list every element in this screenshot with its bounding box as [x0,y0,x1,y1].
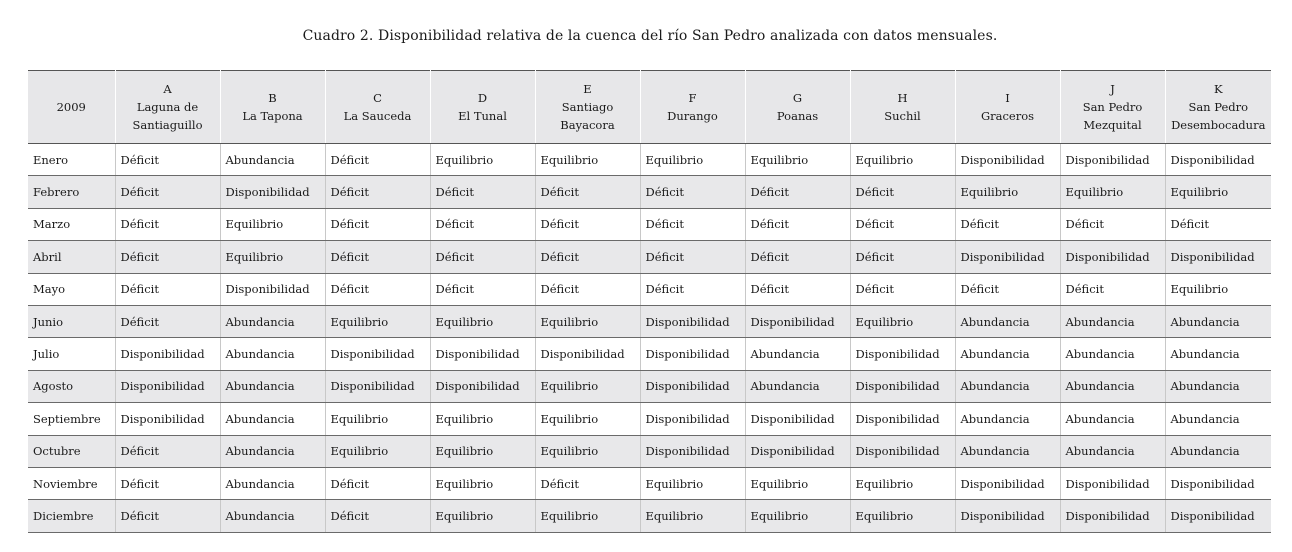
status-cell: Déficit [115,500,220,532]
year-header: 2009 [28,71,115,144]
status-cell: Déficit [115,273,220,305]
status-cell: Equilibrio [955,176,1060,208]
status-cell: Equilibrio [430,467,535,499]
table-row [28,305,1271,337]
status-cell: Abundancia [220,500,325,532]
status-cell: Disponibilidad [1060,467,1165,499]
status-cell: Disponibilidad [850,435,955,467]
status-cell: Disponibilidad [1165,144,1271,176]
table-row [28,176,1271,208]
status-cell: Equilibrio [745,467,850,499]
column-header [220,71,325,144]
column-header [850,71,955,144]
status-cell: Disponibilidad [115,370,220,402]
status-cell: Equilibrio [850,305,955,337]
status-cell: Déficit [325,467,430,499]
status-cell: Abundancia [1165,338,1271,370]
month-cell: Julio [28,338,115,370]
month-cell: Octubre [28,435,115,467]
column-header [430,71,535,144]
column-header-name2: Bayacora [560,118,615,132]
status-cell: Abundancia [955,403,1060,435]
status-cell: Equilibrio [745,144,850,176]
status-cell: Equilibrio [430,403,535,435]
status-cell: Equilibrio [535,144,640,176]
month-cell: Enero [28,144,115,176]
column-header [955,71,1060,144]
status-cell: Disponibilidad [325,370,430,402]
status-cell: Disponibilidad [640,305,745,337]
status-cell: Disponibilidad [535,338,640,370]
table-row [28,403,1271,435]
status-cell: Déficit [325,273,430,305]
status-cell: Disponibilidad [115,338,220,370]
status-cell: Disponibilidad [1060,500,1165,532]
table-body [28,144,1271,533]
status-cell: Disponibilidad [430,370,535,402]
status-cell: Equilibrio [430,305,535,337]
status-cell: Equilibrio [220,241,325,273]
status-cell: Déficit [955,273,1060,305]
status-cell: Déficit [325,176,430,208]
status-cell: Déficit [325,144,430,176]
table-row [28,144,1271,176]
column-header-name1: El Tunal [458,109,507,123]
status-cell: Disponibilidad [955,500,1060,532]
status-cell: Déficit [955,208,1060,240]
column-header-name1: Laguna de [136,100,199,114]
status-cell: Equilibrio [640,144,745,176]
column-header-letter: A [163,82,172,96]
status-cell: Abundancia [1165,435,1271,467]
status-cell: Disponibilidad [745,435,850,467]
column-header [1060,71,1165,144]
status-cell: Disponibilidad [1165,500,1271,532]
status-cell: Déficit [325,241,430,273]
column-header-letter: F [688,91,697,105]
availability-table [28,70,1271,533]
status-cell: Equilibrio [1165,273,1271,305]
table-row [28,500,1271,532]
status-cell: Abundancia [955,435,1060,467]
table-row [28,467,1271,499]
status-cell: Abundancia [1060,338,1165,370]
status-cell: Equilibrio [325,403,430,435]
column-header-name2: Santiaguillo [132,118,203,132]
status-cell: Equilibrio [535,370,640,402]
status-cell: Abundancia [1060,403,1165,435]
status-cell: Equilibrio [430,435,535,467]
column-header-name1: Poanas [776,109,819,123]
month-cell: Diciembre [28,500,115,532]
column-header [115,71,220,144]
status-cell: Déficit [1060,273,1165,305]
column-header [745,71,850,144]
status-cell: Disponibilidad [325,338,430,370]
status-cell: Equilibrio [220,208,325,240]
status-cell: Equilibrio [640,467,745,499]
status-cell: Disponibilidad [1165,241,1271,273]
status-cell: Abundancia [1165,403,1271,435]
status-cell: Equilibrio [325,305,430,337]
status-cell: Abundancia [220,467,325,499]
status-cell: Disponibilidad [745,403,850,435]
table-caption: Cuadro 2. Disponibilidad relativa de la cuenca del río San Pedro analizada con datos mensuales. [302,28,998,44]
column-header-letter: I [1005,91,1010,105]
status-cell: Abundancia [1060,370,1165,402]
status-cell: Abundancia [220,144,325,176]
status-cell: Abundancia [745,338,850,370]
status-cell: Abundancia [220,435,325,467]
table-row [28,241,1271,273]
column-header-letter: B [268,91,277,105]
status-cell: Déficit [1165,208,1271,240]
status-cell: Déficit [325,500,430,532]
table-row [28,208,1271,240]
month-cell: Abril [28,241,115,273]
status-cell: Déficit [115,435,220,467]
status-cell: Déficit [535,176,640,208]
column-header-letter: C [373,91,382,105]
status-cell: Disponibilidad [850,370,955,402]
status-cell: Abundancia [955,338,1060,370]
status-cell: Equilibrio [850,467,955,499]
status-cell: Déficit [535,273,640,305]
status-cell: Déficit [745,176,850,208]
status-cell: Déficit [430,273,535,305]
column-header-name2: Desembocadura [1171,118,1266,132]
status-cell: Déficit [115,241,220,273]
column-header-name1: Durango [667,109,718,123]
status-cell: Equilibrio [640,500,745,532]
column-header-name1: Santiago [561,100,614,114]
status-cell: Déficit [640,273,745,305]
status-cell: Equilibrio [535,500,640,532]
status-cell: Déficit [850,273,955,305]
status-cell: Abundancia [745,370,850,402]
status-cell: Déficit [1060,208,1165,240]
status-cell: Déficit [535,467,640,499]
column-header-letter: J [1110,82,1115,96]
status-cell: Déficit [115,208,220,240]
month-cell: Junio [28,305,115,337]
status-cell: Abundancia [955,305,1060,337]
status-cell: Déficit [115,144,220,176]
status-cell: Equilibrio [535,403,640,435]
status-cell: Déficit [850,208,955,240]
status-cell: Abundancia [1165,305,1271,337]
month-cell: Noviembre [28,467,115,499]
status-cell: Disponibilidad [745,305,850,337]
status-cell: Disponibilidad [220,176,325,208]
status-cell: Equilibrio [535,305,640,337]
status-cell: Déficit [850,241,955,273]
status-cell: Déficit [430,176,535,208]
column-header-name2: Mezquital [1083,118,1142,132]
status-cell: Déficit [325,208,430,240]
status-cell: Equilibrio [850,144,955,176]
column-header-letter: H [897,91,908,105]
status-cell: Abundancia [955,370,1060,402]
column-header-letter: G [792,91,803,105]
table-row [28,370,1271,402]
column-header-name1: San Pedro [1082,100,1143,114]
status-cell: Abundancia [220,403,325,435]
status-cell: Equilibrio [325,435,430,467]
month-cell: Marzo [28,208,115,240]
status-cell: Déficit [115,305,220,337]
status-cell: Disponibilidad [115,403,220,435]
status-cell: Abundancia [220,370,325,402]
status-cell: Disponibilidad [850,403,955,435]
status-cell: Disponibilidad [640,370,745,402]
status-cell: Disponibilidad [1165,467,1271,499]
status-cell: Déficit [850,176,955,208]
status-cell: Déficit [745,273,850,305]
column-header-letter: K [1213,82,1223,96]
status-cell: Déficit [535,208,640,240]
status-cell: Disponibilidad [1060,241,1165,273]
status-cell: Equilibrio [430,500,535,532]
status-cell: Disponibilidad [430,338,535,370]
month-cell: Agosto [28,370,115,402]
column-header [535,71,640,144]
status-cell: Abundancia [220,338,325,370]
status-cell: Déficit [745,208,850,240]
header-row [28,71,1271,144]
column-header-name1: La Sauceda [343,109,412,123]
status-cell: Equilibrio [1165,176,1271,208]
status-cell: Déficit [640,241,745,273]
table-row [28,435,1271,467]
column-header-name1: Suchil [884,109,921,123]
status-cell: Abundancia [1060,305,1165,337]
month-cell: Septiembre [28,403,115,435]
status-cell: Disponibilidad [955,467,1060,499]
column-header-name1: Graceros [980,109,1035,123]
column-header-letter: D [477,91,488,105]
status-cell: Equilibrio [1060,176,1165,208]
status-cell: Déficit [430,208,535,240]
status-cell: Déficit [430,241,535,273]
status-cell: Disponibilidad [1060,144,1165,176]
status-cell: Déficit [640,208,745,240]
status-cell: Disponibilidad [955,144,1060,176]
status-cell: Disponibilidad [850,338,955,370]
status-cell: Déficit [640,176,745,208]
status-cell: Disponibilidad [220,273,325,305]
table-row [28,273,1271,305]
status-cell: Déficit [535,241,640,273]
status-cell: Déficit [115,176,220,208]
column-header-name1: La Tapona [242,109,303,123]
month-cell: Mayo [28,273,115,305]
status-cell: Disponibilidad [955,241,1060,273]
status-cell: Equilibrio [430,144,535,176]
status-cell: Abundancia [1060,435,1165,467]
month-cell: Febrero [28,176,115,208]
table-row [28,338,1271,370]
status-cell: Equilibrio [850,500,955,532]
status-cell: Equilibrio [535,435,640,467]
status-cell: Disponibilidad [640,403,745,435]
status-cell: Abundancia [1165,370,1271,402]
status-cell: Disponibilidad [640,435,745,467]
status-cell: Abundancia [220,305,325,337]
column-header-name1: San Pedro [1188,100,1249,114]
status-cell: Déficit [745,241,850,273]
status-cell: Déficit [115,467,220,499]
status-cell: Equilibrio [745,500,850,532]
status-cell: Disponibilidad [640,338,745,370]
column-header [1165,71,1271,144]
column-header [325,71,430,144]
column-header-letter: E [583,82,592,96]
column-header [640,71,745,144]
